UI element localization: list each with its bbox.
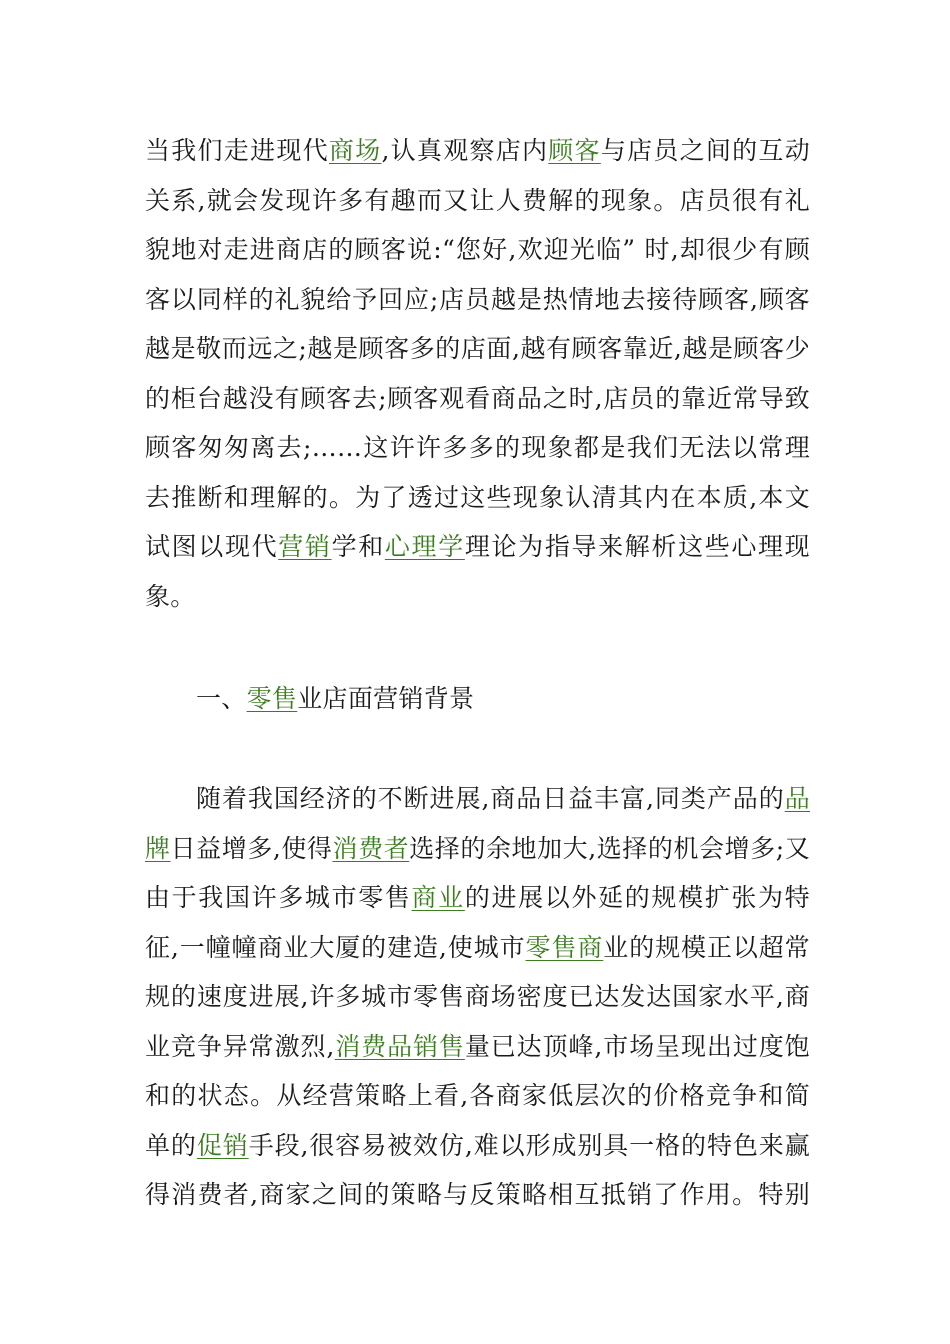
paragraph-line (145, 824, 810, 874)
intro-paragraph (145, 126, 810, 621)
text-run: 业的规模正以超常 (603, 932, 810, 962)
text-run: 业竞争异常激烈, (145, 1031, 335, 1061)
paragraph-line: 去推断和理解的。为了透过这些现象认清其内在本质,本文 (145, 482, 810, 512)
section-heading (196, 674, 861, 724)
paragraph-line: 关系,就会发现许多有趣而又让人费解的现象。店员很有礼 (145, 185, 810, 215)
heading-text (196, 684, 474, 713)
text-run: 日益增多,使得 (170, 833, 333, 863)
paragraph-line: 客以同样的礼貌给予回应;店员越是热情地去接待顾客,顾客 (145, 284, 810, 314)
text-run: 选择的余地加大,选择的机会增多;又 (409, 833, 810, 863)
paragraph-line (145, 873, 810, 923)
link-shangye[interactable]: 商业 (411, 883, 465, 912)
link-pinpai-2[interactable]: 牌 (145, 833, 171, 863)
paragraph-line (145, 1121, 810, 1171)
text-run: 学和 (331, 532, 385, 561)
paragraph-line: 貌地对走进商店的顾客说:“您好,欢迎光临” 时,却很少有顾 (145, 235, 810, 264)
link-xiaofeizhe[interactable]: 消费者 (332, 833, 410, 863)
link-xiaofeipinxiaoshou[interactable]: 消费品销售 (334, 1031, 465, 1061)
paragraph-line: 象。 (145, 581, 196, 611)
text-run: 由于我国许多城市零售 (145, 883, 412, 912)
paragraph-line (145, 1022, 810, 1072)
heading-suffix: 业店面营销背景 (297, 684, 475, 713)
text-run: 随着我国经济的不断进展,商品日益丰富,同类产品的 (196, 784, 785, 813)
text-run: 单的 (145, 1130, 197, 1160)
background-paragraph (145, 774, 810, 1220)
paragraph-line: 得消费者,商家之间的策略与反策略相互抵销了作用。特别 (145, 1180, 810, 1209)
link-guke[interactable]: 顾客 (548, 136, 601, 165)
text-run: 试图以现代 (145, 532, 279, 561)
text-run: 的进展以外延的规模扩张为特 (464, 883, 810, 912)
paragraph-line: 和的状态。从经营策略上看,各商家低层次的价格竞争和简 (145, 1081, 810, 1110)
link-shangchang[interactable]: 商场 (328, 136, 382, 165)
link-cuxiao[interactable]: 促销 (196, 1130, 249, 1160)
text-run: ,认真观察店内 (381, 136, 549, 165)
heading-prefix: 一、 (196, 684, 247, 713)
link-xinlixue[interactable]: 心理学 (384, 532, 465, 561)
text-run: 手段,很容易被效仿,难以形成别具一格的特色来赢 (248, 1130, 811, 1160)
paragraph-line (145, 522, 810, 572)
link-yingxiao[interactable]: 营销 (278, 532, 332, 561)
paragraph-line: 规的速度进展,许多城市零售商场密度已达发达国家水平,商 (145, 982, 810, 1011)
text-run: 征,一幢幢商业大厦的建造,使城市 (145, 932, 526, 962)
paragraph-line: 越是敬而远之;越是顾客多的店面,越有顾客靠近,越是顾客少 (145, 334, 810, 363)
text-run: 理论为指导来解析这些心理现 (464, 532, 810, 561)
text-run: 量已达顶峰,市场呈现出过度饱 (464, 1031, 810, 1061)
paragraph-line: 顾客匆匆离去;……这许许多多的现象都是我们无法以常理 (145, 433, 810, 462)
paragraph-line (145, 126, 810, 176)
link-pinpai-1[interactable]: 品 (784, 784, 810, 813)
paragraph-line: 的柜台越没有顾客去;顾客观看商品之时,店员的靠近常导致 (145, 383, 810, 413)
link-lingshoushang[interactable]: 零售商 (525, 932, 604, 962)
paragraph-line (145, 774, 810, 824)
link-lingshou[interactable]: 零售 (246, 684, 298, 713)
text-run: 当我们走进现代 (145, 136, 329, 165)
text-run: 与店员之间的互动 (600, 136, 810, 165)
paragraph-line (145, 923, 810, 973)
